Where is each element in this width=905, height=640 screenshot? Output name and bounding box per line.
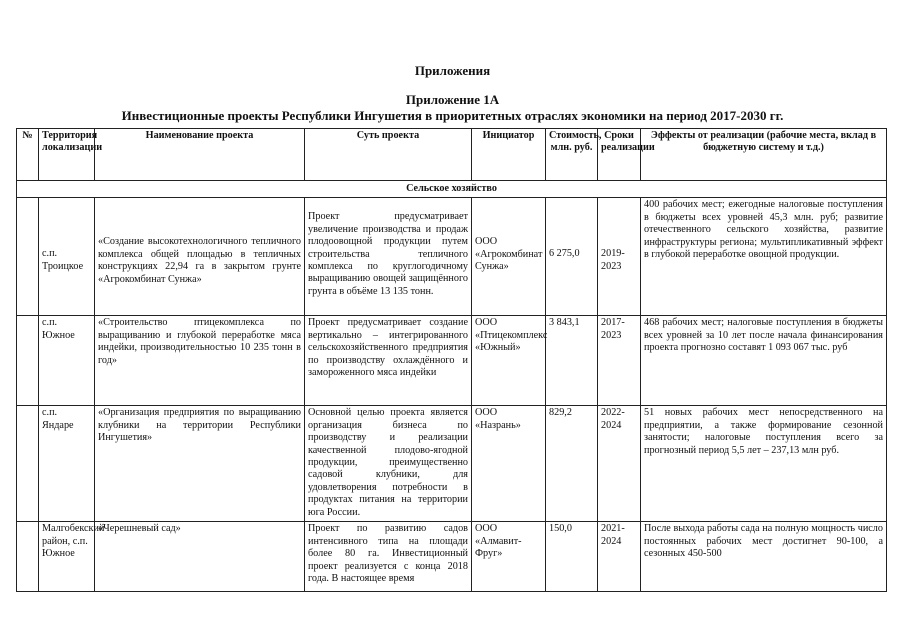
- header-effects: Эффекты от реализации (рабочие места, вклад в бюджетную систему и т.д.): [641, 129, 887, 181]
- cell-num: [17, 522, 39, 592]
- header-name: Наименование проекта: [95, 129, 305, 181]
- table-row: [17, 522, 887, 592]
- cell-cost: 6 275,0: [546, 198, 598, 316]
- cell-territory: с.п. Яндаре: [39, 406, 95, 522]
- cell-name: «Создание высокотехнологичного тепличного комплекса общей площадью в тепличных конструкциях 22,94 га в закрытом грунте «Агрокомбинат Сунжа»: [95, 198, 305, 316]
- cell-num: [17, 316, 39, 406]
- header-cost: Стоимость, млн. руб.: [546, 129, 598, 181]
- section-row: [17, 181, 887, 198]
- cell-initiator: ООО «Агрокомбинат Сунжа»: [472, 198, 546, 316]
- cell-effects: 468 рабочих мест; налоговые поступления в бюджеты всех уровней за 10 лет после начала финансирования проекта прогнозно составят 1 093 067 тыс. руб: [641, 316, 887, 406]
- cell-cost: 150,0: [546, 522, 598, 592]
- cell-effects: 51 новых рабочих мест непосредственного на предприятии, а также формирование сезонной занятости; налоговые поступления всего за прогнозный период 5,5 лет – 237,13 млн руб.: [641, 406, 887, 522]
- header-terms: Сроки реализации: [598, 129, 641, 181]
- cell-territory: с.п. Троицкое: [39, 198, 95, 316]
- cell-territory: с.п. Южное: [39, 316, 95, 406]
- cell-initiator: ООО «Алмавит-Фруг»: [472, 522, 546, 592]
- cell-num: [17, 198, 39, 316]
- cell-terms: 2019-2023: [598, 198, 641, 316]
- appendix-heading: Приложения: [414, 63, 491, 78]
- appendix-label: Приложение 1А: [405, 92, 500, 107]
- header-initiator: Инициатор: [472, 129, 546, 181]
- header-territory: Территория локализации: [39, 129, 95, 181]
- cell-initiator: ООО «Назрань»: [472, 406, 546, 522]
- cell-essence: Основной целью проекта является организация бизнеса по производству и реализации качественной плодово-ягодной продукции, преимущественно садовой клубники, для удовлетворения потребности в продуктах питания на территории юга России.: [305, 406, 472, 522]
- cell-effects: После выхода работы сада на полную мощность число постоянных рабочих мест достигнет 90-100, а сезонных 450-500: [641, 522, 887, 592]
- header-num: №: [17, 129, 39, 181]
- cell-initiator: ООО «Птицекомплекс «Южный»: [472, 316, 546, 406]
- table-row: [17, 316, 887, 406]
- investment-projects-table: [16, 128, 887, 592]
- table-row: [17, 406, 887, 522]
- table-header-row: [17, 129, 887, 181]
- header-essence: Суть проекта: [305, 129, 472, 181]
- cell-name: «Организация предприятия по выращиванию клубники на территории Республики Ингушетия»: [95, 406, 305, 522]
- cell-cost: 3 843,1: [546, 316, 598, 406]
- cell-terms: 2017-2023: [598, 316, 641, 406]
- cell-essence: Проект предусматривает создание вертикально – интегрированного сельскохозяйственного предприятия по производству охлаждённого и замороженного мяса индейки: [305, 316, 472, 406]
- cell-cost: 829,2: [546, 406, 598, 522]
- cell-territory: Малгобекский район, с.п. Южное: [39, 522, 95, 592]
- cell-name: «Строительство птицекомплекса по выращиванию и глубокой переработке мяса индейки, производительностью 10 235 тонн в год»: [95, 316, 305, 406]
- document-title: Инвестиционные проекты Республики Ингушетия в приоритетных отраслях экономики на период 2017-2030 гг.: [121, 108, 784, 123]
- cell-terms: 2022-2024: [598, 406, 641, 522]
- cell-essence: Проект по развитию садов интенсивного типа на площади более 80 га. Инвестиционный проект реализуется с конца 2018 года. В настоящее время: [305, 522, 472, 592]
- cell-effects: 400 рабочих мест; ежегодные налоговые поступления в бюджеты всех уровней 45,3 млн. руб; развитие отечественного сельского хозяйства, развитие инфраструктуры региона; мультипликативный эффект в глубокой переработке овощной продукции.: [641, 198, 887, 316]
- cell-terms: 2021-2024: [598, 522, 641, 592]
- section-title: Сельское хозяйство: [17, 181, 887, 198]
- cell-essence: Проект предусматривает увеличение производства и продаж плодоовощной продукции путем строительства тепличного комплекса по круглогодичному выращиванию овощей защищённого грунта в объёме 13 135 тонн.: [305, 198, 472, 316]
- cell-name: «Черешневый сад»: [95, 522, 305, 592]
- cell-num: [17, 406, 39, 522]
- table-row: [17, 198, 887, 316]
